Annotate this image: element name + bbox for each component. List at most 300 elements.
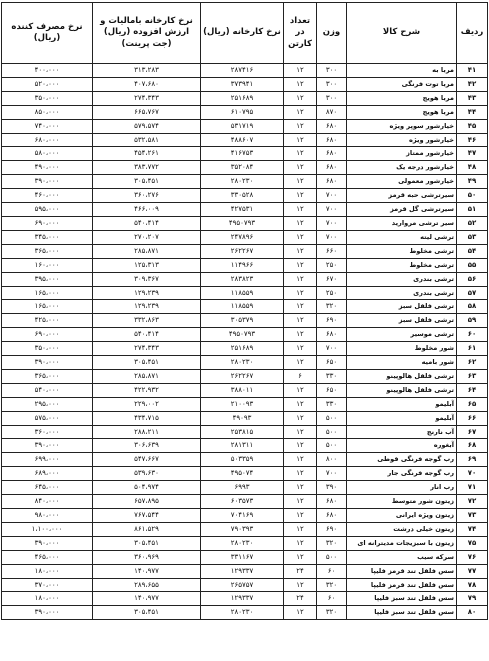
- consumer-rate-cell: ۸۴۰،۰۰۰: [2, 495, 93, 509]
- count-cell: ۱۲: [284, 133, 317, 147]
- index-cell: ۷۵: [457, 536, 488, 550]
- factory-rate-cell: ۴۹۵۰۷۴: [201, 467, 284, 481]
- index-cell: ۷۳: [457, 509, 488, 523]
- count-cell: ۱۲: [284, 189, 317, 203]
- table-row: [2, 203, 488, 217]
- table-row: [2, 383, 488, 397]
- description-cell: ترشی مخلوط: [347, 244, 457, 258]
- description-cell: ترشی بندری: [347, 286, 457, 300]
- factory-rate-vat-cell: ۴۵۴،۲۶۱: [93, 147, 201, 161]
- factory-rate-vat-cell: ۵۳۹،۶۳۰: [93, 467, 201, 481]
- consumer-rate-cell: ۱۶۰،۰۰۰: [2, 258, 93, 272]
- consumer-rate-cell: ۴۶۰،۰۰۰: [2, 189, 93, 203]
- table-row: [2, 300, 488, 314]
- factory-rate-cell: ۷۹۰۳۹۳: [201, 522, 284, 536]
- weight-cell: ۶۸۰: [317, 175, 347, 189]
- consumer-rate-cell: ۶۹۹،۰۰۰: [2, 453, 93, 467]
- weight-cell: ۶۸۰: [317, 328, 347, 342]
- consumer-rate-cell: ۳۷۰،۰۰۰: [2, 578, 93, 592]
- index-cell: ۴۵: [457, 119, 488, 133]
- count-cell: ۱۲: [284, 203, 317, 217]
- factory-rate-vat-cell: ۵۴۷،۶۶۷: [93, 453, 201, 467]
- factory-rate-vat-cell: ۳۱۳،۲۸۳: [93, 64, 201, 78]
- count-cell: ۱۲: [284, 383, 317, 397]
- header-factory-rate: نرخ کارخانه (ریال): [201, 3, 284, 64]
- weight-cell: ۶۸۰: [317, 133, 347, 147]
- weight-cell: ۳۲۰: [317, 578, 347, 592]
- weight-cell: ۸۰۰: [317, 453, 347, 467]
- weight-cell: ۵۰۰: [317, 411, 347, 425]
- weight-cell: ۳۲۰: [317, 606, 347, 620]
- index-cell: ۶۱: [457, 342, 488, 356]
- consumer-rate-cell: ۶۸۰،۰۰۰: [2, 133, 93, 147]
- table-row: [2, 356, 488, 370]
- table-row: [2, 425, 488, 439]
- count-cell: ۱۲: [284, 244, 317, 258]
- consumer-rate-cell: ۴۰۰،۰۰۰: [2, 64, 93, 78]
- count-cell: ۱۲: [284, 77, 317, 91]
- consumer-rate-cell: ۵۸۰،۰۰۰: [2, 147, 93, 161]
- factory-rate-cell: ۲۸۰۲۳۰: [201, 606, 284, 620]
- header-consumer-rate: نرخ مصرف کننده (ریال): [2, 3, 93, 64]
- factory-rate-cell: ۴۹۵۰۷۹۳: [201, 328, 284, 342]
- factory-rate-vat-cell: ۳۰۵،۴۵۱: [93, 606, 201, 620]
- factory-rate-vat-cell: ۶۶۵،۷۶۷: [93, 105, 201, 119]
- table-row: [2, 147, 488, 161]
- count-cell: ۱۲: [284, 467, 317, 481]
- table-row: [2, 286, 488, 300]
- consumer-rate-cell: ۵۷۵،۰۰۰: [2, 411, 93, 425]
- table-row: [2, 230, 488, 244]
- index-cell: ۵۲: [457, 216, 488, 230]
- consumer-rate-cell: ۸۵۰،۰۰۰: [2, 105, 93, 119]
- factory-rate-vat-cell: ۲۲۹،۰۰۲: [93, 397, 201, 411]
- count-cell: ۱۲: [284, 91, 317, 105]
- index-cell: ۵۱: [457, 203, 488, 217]
- consumer-rate-cell: ۳۶۰،۰۰۰: [2, 425, 93, 439]
- consumer-rate-cell: ۴۲۵،۰۰۰: [2, 314, 93, 328]
- count-cell: ۱۲: [284, 272, 317, 286]
- factory-rate-vat-cell: ۶۵۷،۸۹۵: [93, 495, 201, 509]
- description-cell: ترشی مخلوط: [347, 258, 457, 272]
- description-cell: خیارشور درجه یک: [347, 161, 457, 175]
- table-row: [2, 216, 488, 230]
- table-row: [2, 328, 488, 342]
- factory-rate-vat-cell: ۳۰۹،۳۶۷: [93, 272, 201, 286]
- description-cell: خیارشور ویژه: [347, 133, 457, 147]
- description-cell: خیارشور معمولی: [347, 175, 457, 189]
- factory-rate-vat-cell: ۸۶۱،۵۲۹: [93, 522, 201, 536]
- count-cell: ۱۲: [284, 300, 317, 314]
- weight-cell: ۷۰۰: [317, 230, 347, 244]
- factory-rate-vat-cell: ۲۸۹،۶۵۵: [93, 578, 201, 592]
- table-row: [2, 244, 488, 258]
- factory-rate-cell: ۲۵۱۶۸۹: [201, 91, 284, 105]
- index-cell: ۵۰: [457, 189, 488, 203]
- count-cell: ۱۲: [284, 411, 317, 425]
- index-cell: ۷۱: [457, 481, 488, 495]
- factory-rate-cell: ۱۱۴۹۶۶: [201, 258, 284, 272]
- consumer-rate-cell: ۳۶۵،۰۰۰: [2, 369, 93, 383]
- description-cell: ترشی فلفل سبز: [347, 314, 457, 328]
- count-cell: ۱۲: [284, 453, 317, 467]
- description-cell: خیارشور سوپر ویژه: [347, 119, 457, 133]
- table-row: [2, 189, 488, 203]
- consumer-rate-cell: ۳۶۵،۰۰۰: [2, 244, 93, 258]
- weight-cell: ۶۹۰: [317, 314, 347, 328]
- factory-rate-vat-cell: ۵۷۹،۵۷۴: [93, 119, 201, 133]
- count-cell: ۱۲: [284, 258, 317, 272]
- index-cell: ۵۷: [457, 286, 488, 300]
- index-cell: ۴۱: [457, 64, 488, 78]
- index-cell: ۶۳: [457, 369, 488, 383]
- index-cell: ۶۴: [457, 383, 488, 397]
- factory-rate-cell: ۱۲۹۳۳۷: [201, 564, 284, 578]
- count-cell: ۱۲: [284, 161, 317, 175]
- weight-cell: ۳۰۰: [317, 91, 347, 105]
- consumer-rate-cell: ۶۸۹،۰۰۰: [2, 467, 93, 481]
- description-cell: سیر ترشی مروارید: [347, 216, 457, 230]
- description-cell: رب گوجه فرنگی قوطی: [347, 453, 457, 467]
- consumer-rate-cell: ۱۸۰،۰۰۰: [2, 564, 93, 578]
- description-cell: زیتون ویژه ایرانی: [347, 509, 457, 523]
- factory-rate-cell: ۲۵۳۸۱۵: [201, 425, 284, 439]
- factory-rate-cell: ۳۸۸۰۱۱: [201, 383, 284, 397]
- factory-rate-vat-cell: ۳۳۲،۸۶۳: [93, 314, 201, 328]
- description-cell: سس فلفل تند سبز فلیپا: [347, 592, 457, 606]
- table-row: [2, 64, 488, 78]
- count-cell: ۱۲: [284, 328, 317, 342]
- description-cell: آبغوره: [347, 439, 457, 453]
- header-description: شرح کالا: [347, 3, 457, 64]
- weight-cell: ۸۷۰: [317, 105, 347, 119]
- table-row: [2, 119, 488, 133]
- consumer-rate-cell: ۳۹۵،۰۰۰: [2, 272, 93, 286]
- description-cell: ترشی بندری: [347, 272, 457, 286]
- weight-cell: ۶۸۰: [317, 495, 347, 509]
- factory-rate-vat-cell: ۷۶۷،۵۴۴: [93, 509, 201, 523]
- weight-cell: ۷۰۰: [317, 216, 347, 230]
- count-cell: ۱۲: [284, 356, 317, 370]
- count-cell: ۱۲: [284, 397, 317, 411]
- factory-rate-vat-cell: ۲۸۵،۸۷۱: [93, 244, 201, 258]
- factory-rate-vat-cell: ۳۰۵،۴۵۱: [93, 536, 201, 550]
- consumer-rate-cell: ۶۹۰،۰۰۰: [2, 216, 93, 230]
- count-cell: ۱۲: [284, 175, 317, 189]
- factory-rate-cell: ۳۳۰۵۲۸: [201, 189, 284, 203]
- consumer-rate-cell: ۳۴۵،۰۰۰: [2, 230, 93, 244]
- table-row: [2, 175, 488, 189]
- weight-cell: ۳۲۰: [317, 300, 347, 314]
- consumer-rate-cell: ۴۶۵،۰۰۰: [2, 550, 93, 564]
- factory-rate-vat-cell: ۱۲۵،۳۱۳: [93, 258, 201, 272]
- weight-cell: ۷۰۰: [317, 342, 347, 356]
- factory-rate-cell: ۵۳۱۷۱۹: [201, 119, 284, 133]
- factory-rate-cell: ۴۱۶۷۵۳: [201, 147, 284, 161]
- table-row: [2, 564, 488, 578]
- factory-rate-cell: ۱۱۸۵۵۹: [201, 286, 284, 300]
- consumer-rate-cell: ۶۴۵،۰۰۰: [2, 481, 93, 495]
- description-cell: سیرترشی گل قرمز: [347, 203, 457, 217]
- consumer-rate-cell: ۹۸۰،۰۰۰: [2, 509, 93, 523]
- description-cell: زیتون شور متوسط: [347, 495, 457, 509]
- index-cell: ۴۹: [457, 175, 488, 189]
- weight-cell: ۷۰۰: [317, 467, 347, 481]
- table-row: [2, 536, 488, 550]
- header-row: [2, 3, 488, 64]
- count-cell: ۱۲: [284, 314, 317, 328]
- weight-cell: ۶۰: [317, 592, 347, 606]
- index-cell: ۵۵: [457, 258, 488, 272]
- weight-cell: ۶۹۰: [317, 522, 347, 536]
- table-row: [2, 411, 488, 425]
- index-cell: ۷۲: [457, 495, 488, 509]
- description-cell: رب گوجه فرنگی جار: [347, 467, 457, 481]
- count-cell: ۱۲: [284, 119, 317, 133]
- weight-cell: ۳۹۰: [317, 481, 347, 495]
- table-row: [2, 578, 488, 592]
- weight-cell: ۲۵۰: [317, 286, 347, 300]
- weight-cell: ۶۷۰: [317, 272, 347, 286]
- description-cell: ترشی موسیر: [347, 328, 457, 342]
- table-row: [2, 439, 488, 453]
- table-row: [2, 105, 488, 119]
- table-row: [2, 509, 488, 523]
- index-cell: ۶۶: [457, 411, 488, 425]
- weight-cell: ۳۳۰: [317, 397, 347, 411]
- count-cell: ۱۲: [284, 342, 317, 356]
- factory-rate-cell: ۳۳۱۱۶۷: [201, 550, 284, 564]
- index-cell: ۵۸: [457, 300, 488, 314]
- consumer-rate-cell: ۱۶۵،۰۰۰: [2, 300, 93, 314]
- index-cell: ۷۸: [457, 578, 488, 592]
- factory-rate-cell: ۶۱۰۷۹۵: [201, 105, 284, 119]
- header-index: ردیف: [457, 3, 488, 64]
- table-body: [2, 64, 488, 620]
- factory-rate-vat-cell: ۱۴۰،۹۷۷: [93, 592, 201, 606]
- count-cell: ۱۲: [284, 495, 317, 509]
- table-row: [2, 606, 488, 620]
- weight-cell: ۶۸۰: [317, 161, 347, 175]
- description-cell: سیرترشی حبه قرمز: [347, 189, 457, 203]
- count-cell: ۱۲: [284, 147, 317, 161]
- index-cell: ۶۷: [457, 425, 488, 439]
- count-cell: ۱۲: [284, 64, 317, 78]
- consumer-rate-cell: ۲۹۵،۰۰۰: [2, 397, 93, 411]
- header-weight: وزن: [317, 3, 347, 64]
- factory-rate-vat-cell: ۳۶۰،۹۶۹: [93, 550, 201, 564]
- factory-rate-vat-cell: ۴۲۲،۹۳۲: [93, 383, 201, 397]
- index-cell: ۵۶: [457, 272, 488, 286]
- index-cell: ۸۰: [457, 606, 488, 620]
- factory-rate-cell: ۲۸۱۳۱۱: [201, 439, 284, 453]
- factory-rate-cell: ۲۸۰۲۳۰: [201, 175, 284, 189]
- description-cell: شور بامیه: [347, 356, 457, 370]
- count-cell: ۱۲: [284, 425, 317, 439]
- count-cell: ۱۲: [284, 550, 317, 564]
- index-cell: ۶۰: [457, 328, 488, 342]
- description-cell: ترشی فلفل سبز: [347, 300, 457, 314]
- factory-rate-vat-cell: ۲۷۴،۳۴۳: [93, 342, 201, 356]
- consumer-rate-cell: ۵۹۵،۰۰۰: [2, 203, 93, 217]
- factory-rate-cell: ۶۹۹۳: [201, 481, 284, 495]
- table-row: [2, 77, 488, 91]
- header-count: تعداد در کارتن: [284, 3, 317, 64]
- factory-rate-cell: ۲۸۳۸۲۳: [201, 272, 284, 286]
- factory-rate-vat-cell: ۳۰۵،۴۵۱: [93, 356, 201, 370]
- header-factory-rate-vat: نرخ کارخانه بامالیات و ارزش افزوده (ریال) (جت پرینت): [93, 3, 201, 64]
- index-cell: ۴۴: [457, 105, 488, 119]
- weight-cell: ۶۰: [317, 564, 347, 578]
- count-cell: ۱۲: [284, 216, 317, 230]
- factory-rate-vat-cell: ۵۰۴،۹۷۴: [93, 481, 201, 495]
- factory-rate-cell: ۲۵۱۶۸۹: [201, 342, 284, 356]
- index-cell: ۴۳: [457, 91, 488, 105]
- index-cell: ۵۹: [457, 314, 488, 328]
- description-cell: سس فلفل تند سبز فلیپا: [347, 606, 457, 620]
- consumer-rate-cell: ۳۹۰،۰۰۰: [2, 356, 93, 370]
- weight-cell: ۵۰۰: [317, 550, 347, 564]
- description-cell: مربا هویج: [347, 105, 457, 119]
- count-cell: ۲۴: [284, 592, 317, 606]
- consumer-rate-cell: ۱۶۵،۰۰۰: [2, 286, 93, 300]
- count-cell: ۱۲: [284, 286, 317, 300]
- index-cell: ۴۷: [457, 147, 488, 161]
- weight-cell: ۲۵۰: [317, 258, 347, 272]
- factory-rate-vat-cell: ۳۰۶،۶۳۹: [93, 439, 201, 453]
- description-cell: ترشی فلفل هالوپینو: [347, 383, 457, 397]
- index-cell: ۶۵: [457, 397, 488, 411]
- factory-rate-cell: ۵۰۳۳۵۹: [201, 453, 284, 467]
- index-cell: ۵۴: [457, 244, 488, 258]
- description-cell: شور مخلوط: [347, 342, 457, 356]
- consumer-rate-cell: ۳۹۰،۰۰۰: [2, 439, 93, 453]
- factory-rate-vat-cell: ۱۲۹،۲۳۹: [93, 300, 201, 314]
- weight-cell: ۷۰۰: [317, 189, 347, 203]
- weight-cell: ۵۰۰: [317, 439, 347, 453]
- weight-cell: ۶۵۰: [317, 356, 347, 370]
- factory-rate-cell: ۱۲۹۳۳۷: [201, 592, 284, 606]
- factory-rate-cell: ۳۵۲۰۸۴: [201, 161, 284, 175]
- index-cell: ۶۹: [457, 453, 488, 467]
- factory-rate-cell: ۳۰۵۳۷۹: [201, 314, 284, 328]
- weight-cell: ۳۲۰: [317, 536, 347, 550]
- consumer-rate-cell: ۳۹۰،۰۰۰: [2, 536, 93, 550]
- table-row: [2, 314, 488, 328]
- weight-cell: ۶۸۰: [317, 119, 347, 133]
- factory-rate-cell: ۲۸۷۴۱۶: [201, 64, 284, 78]
- description-cell: زیتون خیلی درشت: [347, 522, 457, 536]
- table-row: [2, 481, 488, 495]
- index-cell: ۴۲: [457, 77, 488, 91]
- table-row: [2, 272, 488, 286]
- consumer-rate-cell: ۷۴۰،۰۰۰: [2, 119, 93, 133]
- factory-rate-vat-cell: ۳۸۳،۷۷۲: [93, 161, 201, 175]
- weight-cell: ۶۵۰: [317, 383, 347, 397]
- description-cell: ترشی لیته: [347, 230, 457, 244]
- consumer-rate-cell: ۳۵۰،۰۰۰: [2, 91, 93, 105]
- consumer-rate-cell: ۳۵۰،۰۰۰: [2, 342, 93, 356]
- table-row: [2, 397, 488, 411]
- index-cell: ۵۳: [457, 230, 488, 244]
- factory-rate-cell: ۴۹۵۰۷۹۳: [201, 216, 284, 230]
- factory-rate-cell: ۴۹۰۹۳: [201, 411, 284, 425]
- price-table: [1, 2, 488, 620]
- factory-rate-vat-cell: ۳۰۵،۴۵۱: [93, 175, 201, 189]
- index-cell: ۶۸: [457, 439, 488, 453]
- count-cell: ۱۲: [284, 509, 317, 523]
- table-row: [2, 467, 488, 481]
- index-cell: ۷۴: [457, 522, 488, 536]
- index-cell: ۶۲: [457, 356, 488, 370]
- factory-rate-vat-cell: ۵۴۰،۴۱۴: [93, 216, 201, 230]
- consumer-rate-cell: ۶۹۰،۰۰۰: [2, 328, 93, 342]
- table-row: [2, 495, 488, 509]
- factory-rate-vat-cell: ۴۰۷،۶۸۰: [93, 77, 201, 91]
- description-cell: مربا هویج: [347, 91, 457, 105]
- count-cell: ۶: [284, 369, 317, 383]
- count-cell: ۱۲: [284, 439, 317, 453]
- index-cell: ۴۶: [457, 133, 488, 147]
- factory-rate-cell: ۲۶۲۲۶۷: [201, 369, 284, 383]
- factory-rate-vat-cell: ۲۷۰،۲۰۷: [93, 230, 201, 244]
- count-cell: ۱۲: [284, 578, 317, 592]
- factory-rate-vat-cell: ۳۶۰،۲۷۶: [93, 189, 201, 203]
- description-cell: مربا به: [347, 64, 457, 78]
- factory-rate-cell: ۱۱۸۵۵۹: [201, 300, 284, 314]
- factory-rate-vat-cell: ۴۶۶،۰۰۹: [93, 203, 201, 217]
- index-cell: ۷۶: [457, 550, 488, 564]
- description-cell: آبلیمو: [347, 411, 457, 425]
- count-cell: ۱۲: [284, 606, 317, 620]
- count-cell: ۱۲: [284, 230, 317, 244]
- weight-cell: ۶۶۰: [317, 244, 347, 258]
- description-cell: رب انار: [347, 481, 457, 495]
- table-row: [2, 91, 488, 105]
- consumer-rate-cell: ۳۹۰،۰۰۰: [2, 606, 93, 620]
- description-cell: سرکه سیب: [347, 550, 457, 564]
- factory-rate-cell: ۴۲۷۵۳۱: [201, 203, 284, 217]
- weight-cell: ۷۰۰: [317, 203, 347, 217]
- factory-rate-cell: ۴۸۸۶۰۷: [201, 133, 284, 147]
- index-cell: ۷۰: [457, 467, 488, 481]
- weight-cell: ۶۸۰: [317, 509, 347, 523]
- count-cell: ۱۲: [284, 536, 317, 550]
- description-cell: مربا توت فرنگی: [347, 77, 457, 91]
- consumer-rate-cell: ۳۹۰،۰۰۰: [2, 175, 93, 189]
- factory-rate-cell: ۲۶۲۲۶۷: [201, 244, 284, 258]
- factory-rate-cell: ۲۱۰۰۹۳: [201, 397, 284, 411]
- consumer-rate-cell: ۴۹۰،۰۰۰: [2, 161, 93, 175]
- consumer-rate-cell: ۵۴۰،۰۰۰: [2, 383, 93, 397]
- index-cell: ۷۷: [457, 564, 488, 578]
- description-cell: زیتون با سبزیجات مدیترانه ای: [347, 536, 457, 550]
- factory-rate-vat-cell: ۵۴۰،۴۱۴: [93, 328, 201, 342]
- weight-cell: ۳۰۰: [317, 77, 347, 91]
- factory-rate-vat-cell: ۲۸۸،۲۱۱: [93, 425, 201, 439]
- table-row: [2, 258, 488, 272]
- factory-rate-cell: ۶۰۳۵۷۳: [201, 495, 284, 509]
- factory-rate-cell: ۲۸۰۲۳۰: [201, 536, 284, 550]
- factory-rate-cell: ۲۸۰۲۳۰: [201, 356, 284, 370]
- description-cell: ترشی فلفل هالوپینو: [347, 369, 457, 383]
- count-cell: ۲۴: [284, 564, 317, 578]
- count-cell: ۱۲: [284, 522, 317, 536]
- description-cell: سس فلفل تند قرمز فلیپا: [347, 564, 457, 578]
- factory-rate-cell: ۷۰۴۱۶۹: [201, 509, 284, 523]
- description-cell: آب نارنج: [347, 425, 457, 439]
- table-row: [2, 342, 488, 356]
